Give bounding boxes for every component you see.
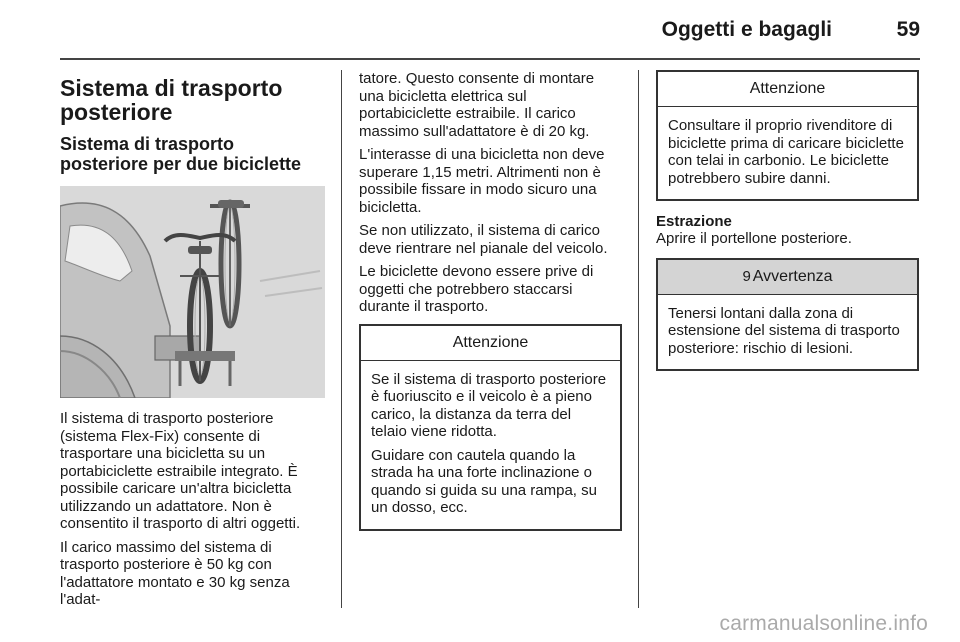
notice-text: Se il sistema di trasporto posteriore è fuoriuscito e il veicolo è a pieno carico, la distanza da terra del telaio viene ridotta. <box>371 370 607 440</box>
section-heading: Sistema di trasporto posteriore <box>60 75 283 125</box>
notice-text: Guidare con cautela quando la strada ha una forte inclinazione o quando si guida su una rampa, su un dosso, ecc. <box>371 446 597 516</box>
paragraph: tatore. Questo consente di montare una bicicletta elettrica sul portabiciclette estraibile. Il carico massimo sull'adattatore è di 20 kg. <box>359 70 595 140</box>
column-2 <box>359 70 622 531</box>
column-3 <box>656 70 919 371</box>
paragraph: Le biciclette devono essere prive di oggetti che potrebbero staccarsi durante il trasporto. <box>359 263 594 315</box>
page-number: 59 <box>896 18 920 41</box>
notice-title: Attenzione <box>361 326 620 361</box>
subsection-title: Estrazione <box>656 213 732 230</box>
paragraph: Se non utilizzato, il sistema di carico deve rientrare nel pianale del veicolo. <box>359 222 608 257</box>
watermark: carmanualsonline.info <box>719 612 928 635</box>
warning-box <box>656 258 919 372</box>
warning-symbol-icon: 9 <box>742 267 751 285</box>
notice-box <box>359 324 622 531</box>
column-divider-2 <box>638 70 639 608</box>
column-1 <box>60 70 325 615</box>
paragraph: Aprire il portellone posteriore. <box>656 230 852 247</box>
paragraph: Il carico massimo del sistema di trasporto posteriore è 50 kg con l'adattatore montato e 30 kg senza l'adat- <box>60 538 290 608</box>
column-divider-1 <box>341 70 342 608</box>
warning-text: Tenersi lontani dalla zona di estensione del sistema di trasporto posteriore: rischio di lesioni. <box>668 304 900 357</box>
paragraph: L'interasse di una bicicletta non deve superare 1,15 metri. Altrimenti non è possibile fissare in modo sicuro una bicicletta. <box>359 146 605 216</box>
warning-header <box>658 260 917 295</box>
paragraph: Il sistema di trasporto posteriore (sistema Flex-Fix) consente di trasportare una bicicletta su un portabiciclette estraibile integrato. È possibile caricare un'altra bicicletta utilizzando un adattatore. Non è consentito il trasporto di altri oggetti. <box>60 410 301 532</box>
warning-title: Avvertenza <box>752 267 833 285</box>
bike-carrier-illustration <box>60 186 325 398</box>
page-header-title: Oggetti e bagagli <box>661 18 832 41</box>
notice-box <box>656 70 919 201</box>
header-rule <box>60 58 920 60</box>
section-subheading: Sistema di trasporto posteriore per due biciclette <box>60 134 302 174</box>
notice-text: Consultare il proprio rivenditore di biciclette prima di caricare biciclette con telai in carbonio. Le biciclette potrebbero subire danni. <box>668 117 904 187</box>
notice-title: Attenzione <box>658 72 917 107</box>
